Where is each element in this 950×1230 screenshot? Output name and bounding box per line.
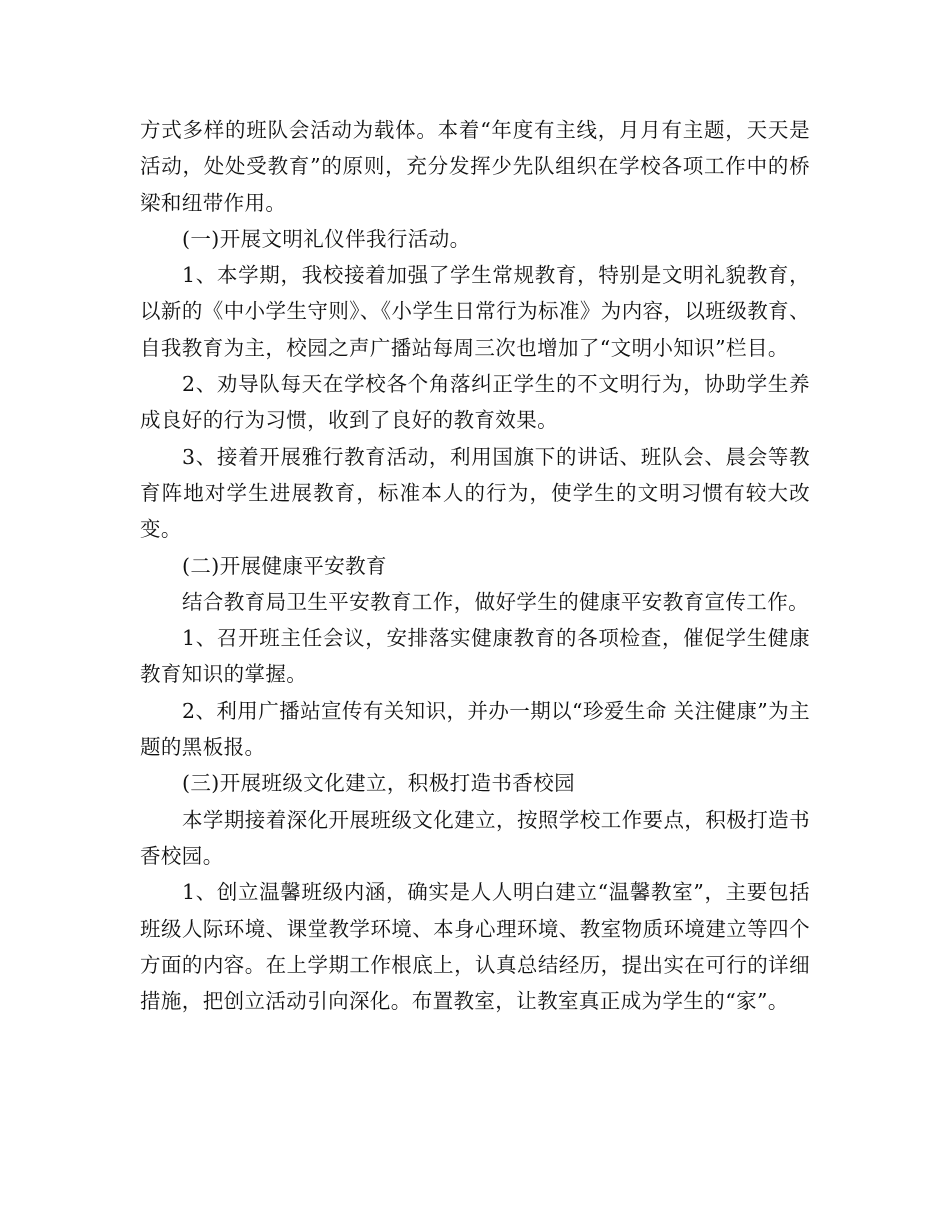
section-heading-1: (一)开展文明礼仪伴我行活动。 <box>182 226 471 251</box>
document-body <box>140 112 810 1019</box>
paragraph-1: 方式多样的班队会活动为载体。本着“年度有主线，月月有主题，天天是活动，处处受教育”的原则，充分发挥少先队组织在学校各项工作中的桥梁和纽带作用。 <box>140 118 810 215</box>
paragraph-8: 本学期接着深化开展班级文化建立，按照学校工作要点，积极打造书香校园。 <box>140 807 810 868</box>
paragraph-3: 2、劝导队每天在学校各个角落纠正学生的不文明行为，协助学生养成良好的行为习惯，收到了良好的教育效果。 <box>140 372 810 433</box>
paragraph-7: 2、利用广播站宣传有关知识，并办一期以“珍爱生命 关注健康”为主题的黑板报。 <box>140 698 810 760</box>
paragraph-2: 1、本学期，我校接着加强了学生常规教育，特别是文明礼貌教育，以新的《中小学生守则》、《小学生日常行为标准》为内容，以班级教育、自我教育为主，校园之声广播站每周三次也增加了“文明小知识”栏目。 <box>140 263 810 360</box>
paragraph-9: 1、创立温馨班级内涵，确实是人人明白建立“温馨教室”，主要包括班级人际环境、课堂教学环境、本身心理环境、教室物质环境建立等四个方面的内容。在上学期工作根底上，认真总结经历，提出实在可行的详细措施，把创立活动引向深化。布置教室，让教室真正成为学生的“家”。 <box>140 880 810 1014</box>
paragraph-5: 结合教育局卫生平安教育工作，做好学生的健康平安教育宣传工作。 <box>182 589 809 614</box>
paragraph-4: 3、接着开展雅行教育活动，利用国旗下的讲话、班队会、晨会等教育阵地对学生进展教育，标准本人的行为，使学生的文明习惯有较大改变。 <box>140 444 810 542</box>
section-heading-2: (二)开展健康平安教育 <box>182 553 387 578</box>
section-heading-3: (三)开展班级文化建立，积极打造书香校园 <box>182 771 575 796</box>
paragraph-6: 1、召开班主任会议，安排落实健康教育的各项检查，催促学生健康教育知识的掌握。 <box>140 626 810 687</box>
